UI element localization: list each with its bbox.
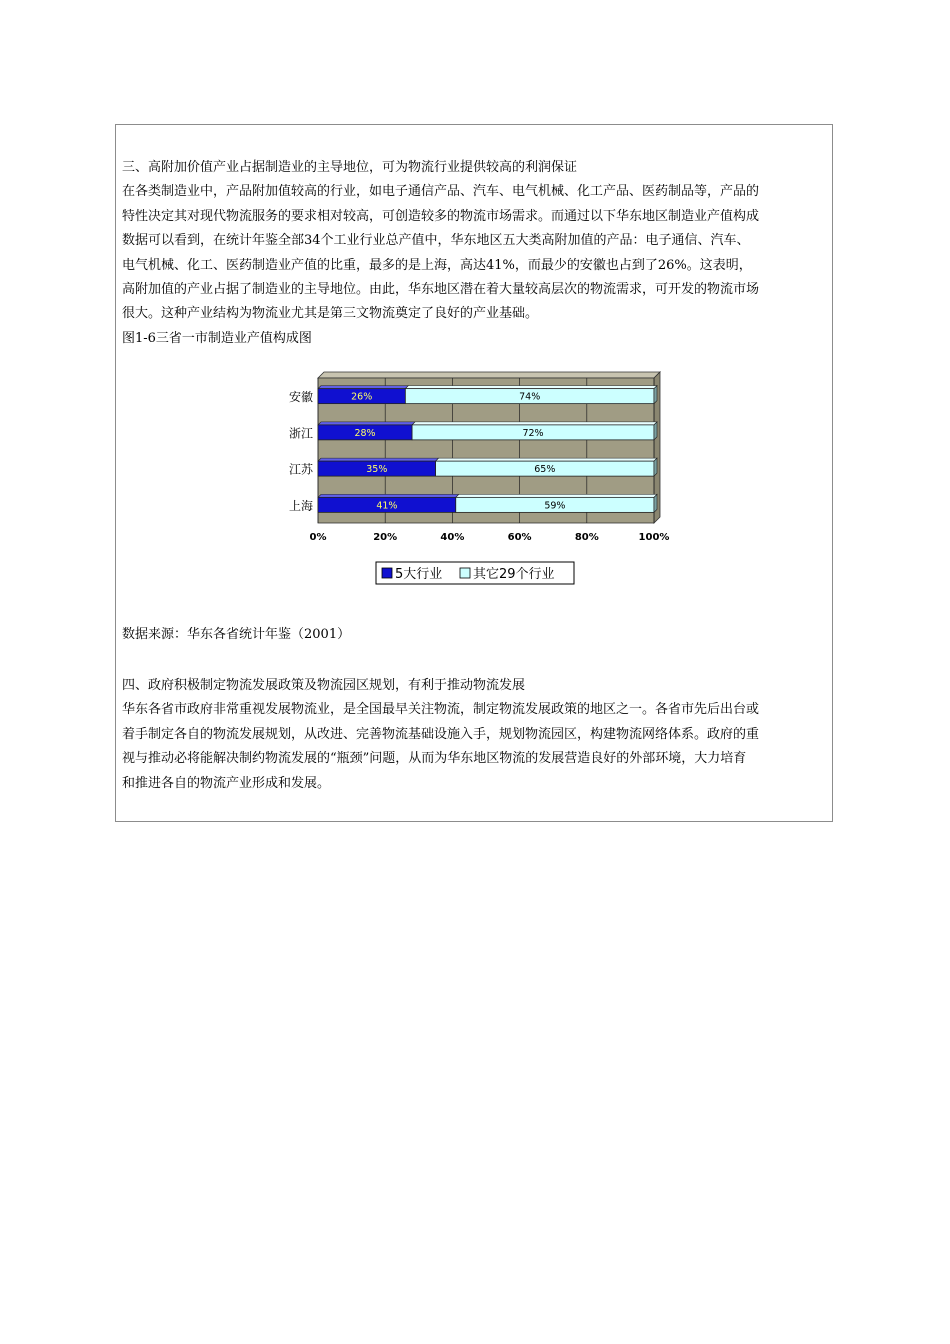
- data-label-0-1: 28%: [354, 427, 376, 439]
- bar-side-2: [654, 458, 657, 476]
- bar-top-1-0: [405, 386, 657, 389]
- bar-side-1: [654, 422, 657, 440]
- section-3-line-3: 数据可以看到，在统计年鉴全部34个工业行业总产值中，华东地区五大类高附加值的产品：电子通信、汽车、: [122, 233, 750, 249]
- section-4-line-1: 华东各省市政府非常重视发展物流业，是全国最早关注物流，制定物流发展政策的地区之一。各省市先后出台或: [122, 702, 760, 718]
- data-label-1-1: 72%: [522, 427, 544, 439]
- category-label-1: 浙江: [288, 426, 313, 441]
- legend-label-0: 5大行业: [395, 567, 443, 582]
- section-4-line-3: 视与推动必将能解决制约物流发展的“瓶颈”问题，从而为华东地区物流的发展营造良好的外部环境，大力培育: [122, 751, 747, 767]
- bar-top-0-3: [318, 494, 459, 497]
- section-3-line-6: 很大。这种产业结构为物流业尤其是第三文物流奠定了良好的产业基础。: [122, 306, 539, 322]
- category-label-0: 安徽: [288, 390, 313, 405]
- section-3-heading: 三、高附加价值产业占据制造业的主导地位，可为物流行业提供较高的利润保证: [122, 160, 578, 175]
- chart: [280, 368, 670, 590]
- section-4: [122, 674, 828, 796]
- section-3-line-4: 电气机械、化工、医药制造业产值的比重，最多的是上海，高达41%，而最少的安徽也占到了26%。这表明，: [122, 257, 752, 273]
- section-4-heading: 四、政府积极制定物流发展政策及物流园区规划，有利于推动物流发展: [122, 678, 526, 693]
- bar-top-1-1: [412, 422, 657, 425]
- x-tick-label-1: 20%: [373, 532, 398, 543]
- bar-top-1-2: [436, 458, 657, 461]
- section-3-line-1: 在各类制造业中，产品附加值较高的行业，如电子通信产品、汽车、电气机械、化工产品、医药制品等，产品的: [122, 184, 760, 200]
- legend-label-1: 其它29个行业: [473, 567, 555, 582]
- section-3-line-2: 特性决定其对现代物流服务的要求相对较高，可创造较多的物流市场需求。而通过以下华东地区制造业产值构成: [122, 208, 760, 224]
- x-tick-label-5: 100%: [638, 532, 670, 543]
- figure-caption: 图1-6三省一市制造业产值构成图: [122, 330, 312, 346]
- x-tick-label-4: 80%: [574, 532, 599, 543]
- bar-top-0-2: [318, 458, 439, 461]
- bar-top-0-0: [318, 386, 408, 389]
- category-label-3: 上海: [288, 498, 313, 513]
- section-4-line-2: 着手制定各自的物流发展规划，从改进、完善物流基础设施入手，规划物流园区，构建物流网络体系。政府的重: [122, 726, 760, 742]
- x-tick-label-0: 0%: [309, 532, 327, 543]
- bar-top-0-1: [318, 422, 415, 425]
- x-tick-label-3: 60%: [507, 532, 532, 543]
- data-label-1-2: 65%: [534, 464, 556, 476]
- section-3-line-5: 高附加值的产业占据了制造业的主导地位。由此，华东地区潜在着大量较高层次的物流需求，可开发的物流市场: [122, 282, 760, 298]
- legend-swatch-1: [460, 568, 470, 578]
- x-tick-label-2: 40%: [440, 532, 465, 543]
- plot-top-wall: [318, 372, 660, 378]
- data-label-1-0: 74%: [519, 391, 541, 403]
- bar-top-1-3: [456, 494, 657, 497]
- data-label-0-0: 26%: [351, 391, 373, 403]
- category-label-2: 江苏: [288, 462, 313, 477]
- data-label-1-3: 59%: [544, 500, 566, 512]
- section-4-line-4: 和推进各自的物流产业形成和发展。: [122, 775, 331, 791]
- legend-swatch-0: [382, 568, 392, 578]
- data-label-0-3: 41%: [376, 500, 398, 512]
- bar-side-3: [654, 494, 657, 512]
- bar-side-0: [654, 386, 657, 404]
- source-note: 数据来源：华东各省统计年鉴（2001）: [122, 627, 351, 642]
- data-label-0-2: 35%: [366, 464, 388, 476]
- section-3: [122, 156, 828, 351]
- chart-svg: [280, 368, 670, 590]
